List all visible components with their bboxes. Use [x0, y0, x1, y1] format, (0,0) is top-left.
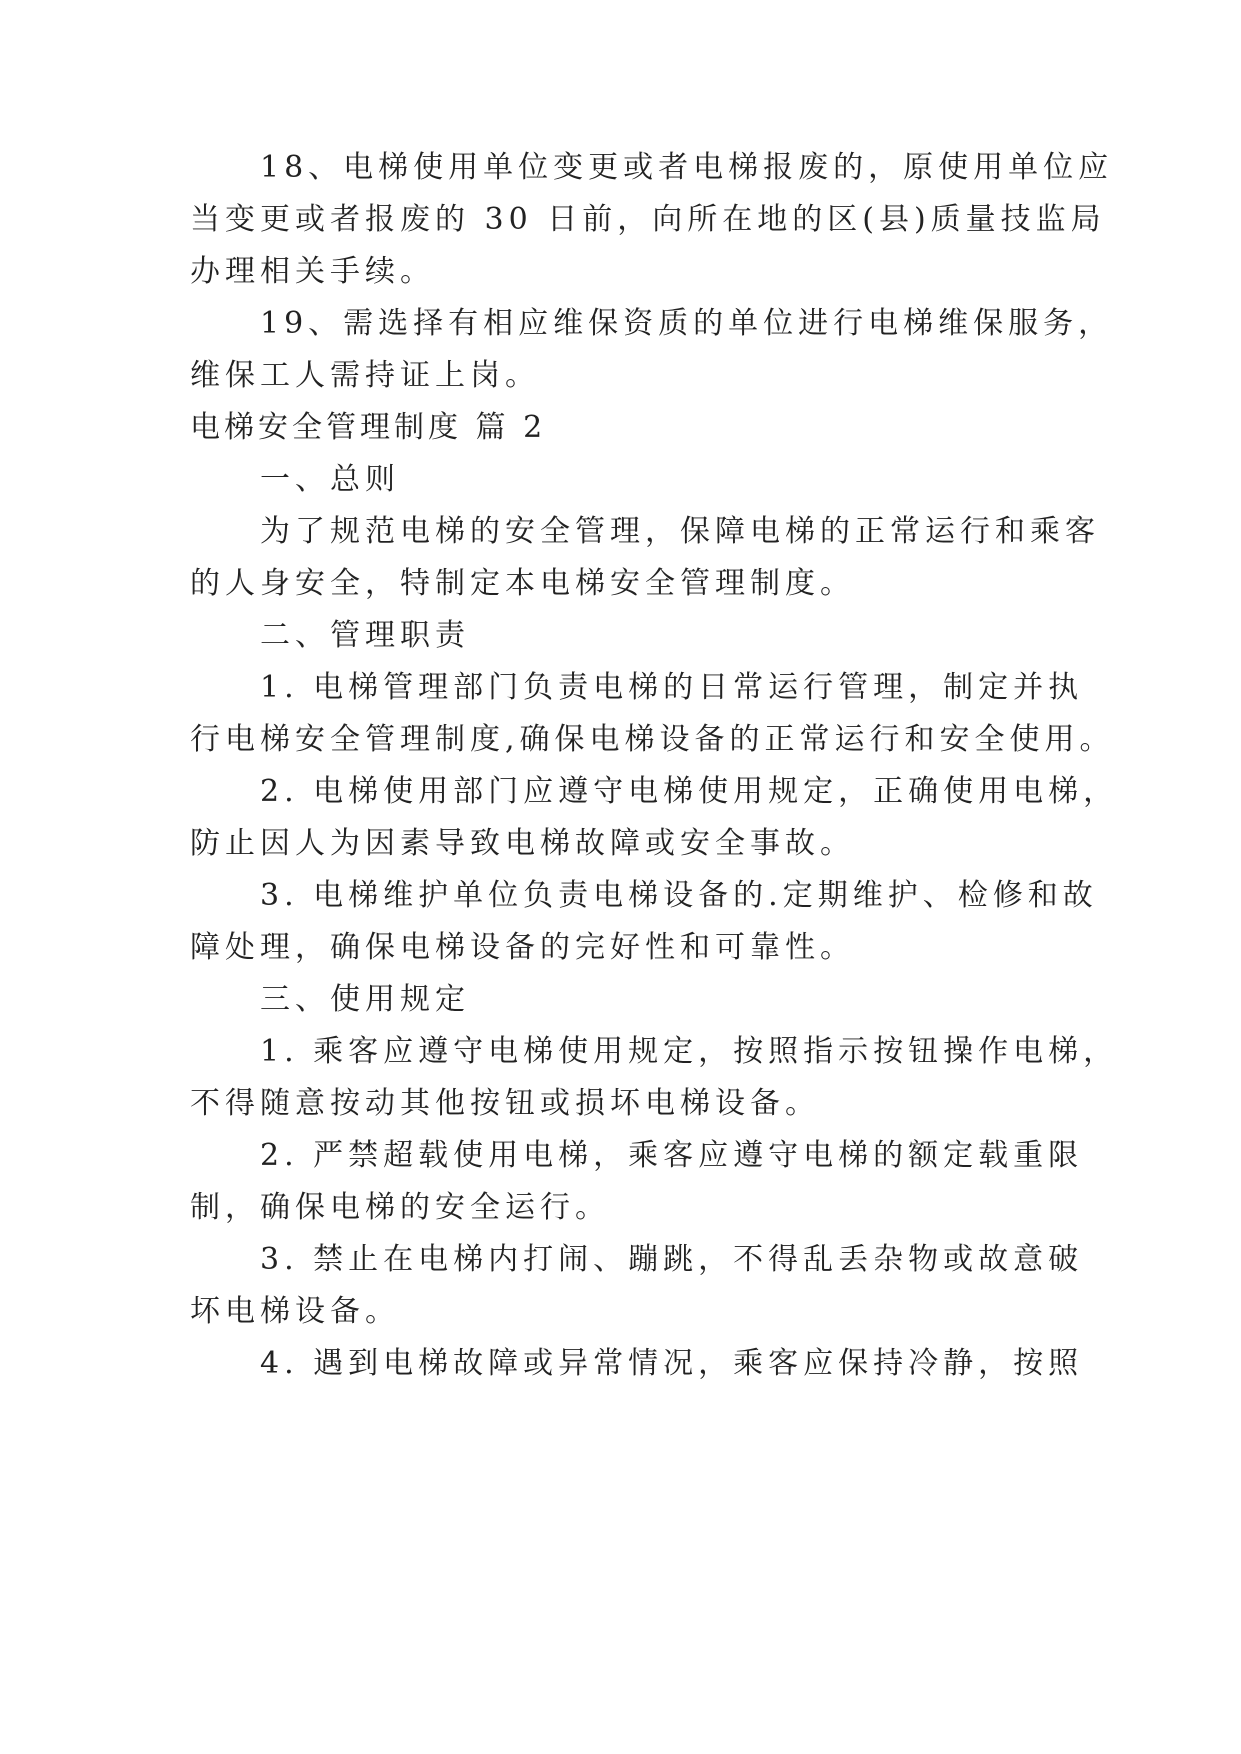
paragraph-18-line-2: 当变更或者报废的 30 日前，向所在地的区(县)质量技监局 — [190, 202, 1106, 237]
heading-general: 一、总则 — [260, 462, 400, 497]
duty-1-line-2: 行电梯安全管理制度,确保电梯设备的正常运行和安全使用。 — [190, 722, 1115, 757]
rule-2-line-1: 2. 严禁超载使用电梯，乘客应遵守电梯的额定载重限 — [260, 1138, 1084, 1173]
rule-2-line-2: 制，确保电梯的安全运行。 — [190, 1190, 610, 1225]
section-title: 电梯安全管理制度 篇 2 — [190, 410, 547, 445]
rule-3-line-2: 坏电梯设备。 — [190, 1294, 400, 1329]
paragraph-purpose-line-1: 为了规范电梯的安全管理，保障电梯的正常运行和乘客 — [260, 514, 1100, 549]
paragraph-purpose-line-2: 的人身安全，特制定本电梯安全管理制度。 — [190, 566, 855, 601]
rule-1-line-1: 1. 乘客应遵守电梯使用规定，按照指示按钮操作电梯， — [260, 1034, 1119, 1069]
duty-3-line-2: 障处理，确保电梯设备的完好性和可靠性。 — [190, 930, 855, 965]
paragraph-19-line-1: 19、需选择有相应维保资质的单位进行电梯维保服务， — [260, 306, 1114, 341]
rule-1-line-2: 不得随意按动其他按钮或损坏电梯设备。 — [190, 1086, 820, 1121]
duty-2-line-1: 2. 电梯使用部门应遵守电梯使用规定，正确使用电梯， — [260, 774, 1119, 809]
rule-4-line-1: 4. 遇到电梯故障或异常情况，乘客应保持冷静，按照 — [260, 1346, 1084, 1381]
paragraph-18-line-1: 18、电梯使用单位变更或者电梯报废的，原使用单位应 — [260, 150, 1114, 185]
duty-3-line-1: 3. 电梯维护单位负责电梯设备的.定期维护、检修和故 — [260, 878, 1098, 913]
heading-usage-rules: 三、使用规定 — [260, 982, 470, 1017]
duty-1-line-1: 1. 电梯管理部门负责电梯的日常运行管理，制定并执 — [260, 670, 1084, 705]
heading-duties: 二、管理职责 — [260, 618, 470, 653]
duty-2-line-2: 防止因人为因素导致电梯故障或安全事故。 — [190, 826, 855, 861]
rule-3-line-1: 3. 禁止在电梯内打闹、蹦跳，不得乱丢杂物或故意破 — [260, 1242, 1084, 1277]
paragraph-18-line-3: 办理相关手续。 — [190, 254, 435, 289]
paragraph-19-line-2: 维保工人需持证上岗。 — [190, 358, 540, 393]
